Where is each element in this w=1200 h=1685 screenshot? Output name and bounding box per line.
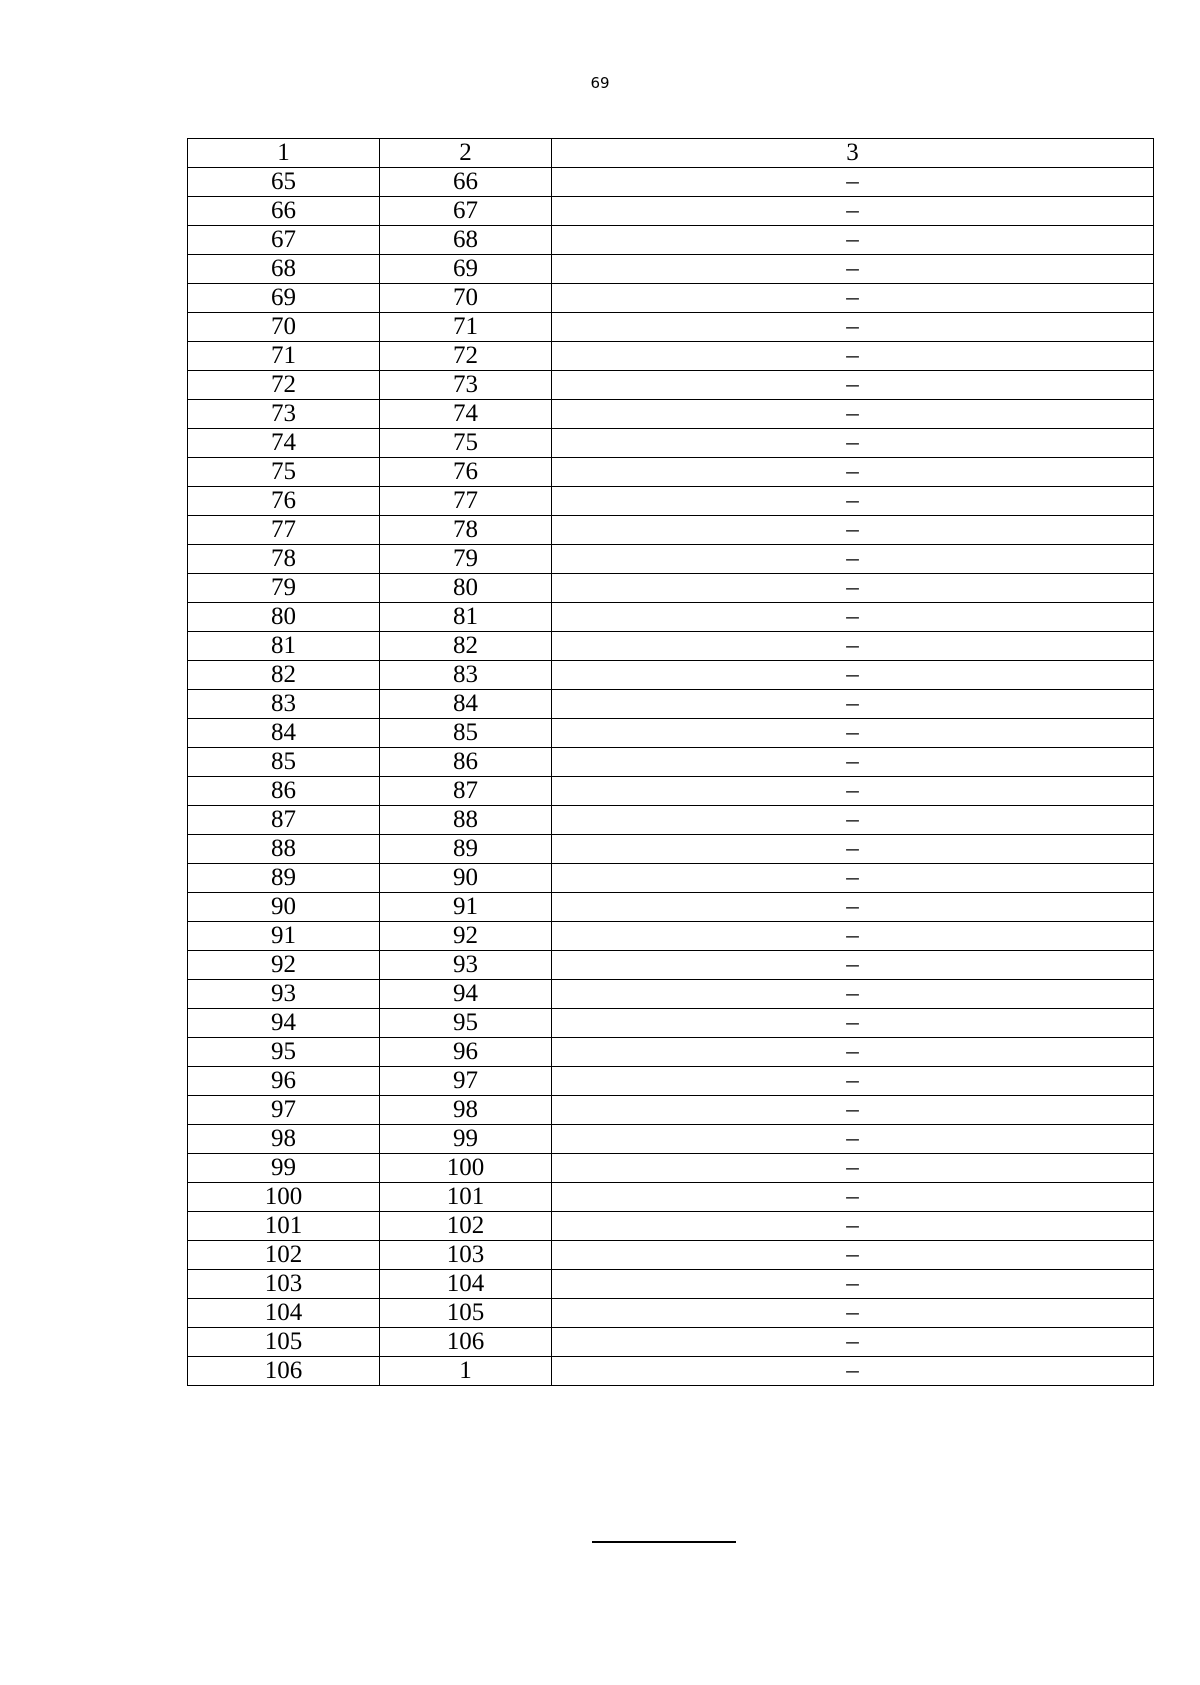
table-row bbox=[188, 168, 1154, 197]
table-cell-col-3: – bbox=[552, 1357, 1154, 1386]
table-cell-col-1: 67 bbox=[188, 226, 380, 255]
table-row bbox=[188, 661, 1154, 690]
table-cell-col-3: – bbox=[552, 1125, 1154, 1154]
table-cell-col-3: – bbox=[552, 864, 1154, 893]
table-cell-col-2: 74 bbox=[380, 400, 552, 429]
table-cell-col-3: – bbox=[552, 951, 1154, 980]
table-cell-col-2: 95 bbox=[380, 1009, 552, 1038]
table-row bbox=[188, 603, 1154, 632]
table-cell-col-3: – bbox=[552, 545, 1154, 574]
table-cell-col-3: – bbox=[552, 893, 1154, 922]
table-cell-col-3: – bbox=[552, 168, 1154, 197]
table-cell-col-1: 75 bbox=[188, 458, 380, 487]
table-row bbox=[188, 1009, 1154, 1038]
table-cell-col-2: 88 bbox=[380, 806, 552, 835]
table-cell-col-1: 87 bbox=[188, 806, 380, 835]
table-cell-col-3: – bbox=[552, 1183, 1154, 1212]
table-cell-col-2: 1 bbox=[380, 1357, 552, 1386]
table-row bbox=[188, 1212, 1154, 1241]
table-cell-col-2: 70 bbox=[380, 284, 552, 313]
table-cell-col-1: 80 bbox=[188, 603, 380, 632]
table-row bbox=[188, 1125, 1154, 1154]
table-cell-col-2: 82 bbox=[380, 632, 552, 661]
table-row bbox=[188, 1270, 1154, 1299]
table-cell-col-2: 78 bbox=[380, 516, 552, 545]
table-cell-col-2: 80 bbox=[380, 574, 552, 603]
table-cell-col-3: – bbox=[552, 1328, 1154, 1357]
table-cell-col-3: – bbox=[552, 574, 1154, 603]
table-cell-col-3: – bbox=[552, 1270, 1154, 1299]
table-cell-col-1: 89 bbox=[188, 864, 380, 893]
table-cell-col-1: 85 bbox=[188, 748, 380, 777]
table-row bbox=[188, 806, 1154, 835]
column-header-2: 2 bbox=[380, 139, 552, 168]
table-cell-col-3: – bbox=[552, 458, 1154, 487]
table-row bbox=[188, 516, 1154, 545]
table-cell-col-1: 98 bbox=[188, 1125, 380, 1154]
column-header-3: 3 bbox=[552, 139, 1154, 168]
table-cell-col-3: – bbox=[552, 429, 1154, 458]
table-cell-col-2: 77 bbox=[380, 487, 552, 516]
table-row bbox=[188, 777, 1154, 806]
table-cell-col-2: 76 bbox=[380, 458, 552, 487]
table-cell-col-2: 106 bbox=[380, 1328, 552, 1357]
table-cell-col-1: 81 bbox=[188, 632, 380, 661]
table-cell-col-1: 105 bbox=[188, 1328, 380, 1357]
table-cell-col-2: 92 bbox=[380, 922, 552, 951]
table-cell-col-1: 65 bbox=[188, 168, 380, 197]
table-cell-col-1: 92 bbox=[188, 951, 380, 980]
table-cell-col-2: 68 bbox=[380, 226, 552, 255]
table-cell-col-1: 88 bbox=[188, 835, 380, 864]
table-cell-col-1: 101 bbox=[188, 1212, 380, 1241]
table-cell-col-3: – bbox=[552, 516, 1154, 545]
end-rule bbox=[592, 1541, 736, 1543]
table-cell-col-2: 81 bbox=[380, 603, 552, 632]
table-cell-col-3: – bbox=[552, 284, 1154, 313]
table-cell-col-1: 99 bbox=[188, 1154, 380, 1183]
table-cell-col-3: – bbox=[552, 255, 1154, 284]
table-cell-col-1: 94 bbox=[188, 1009, 380, 1038]
table-cell-col-1: 71 bbox=[188, 342, 380, 371]
table-cell-col-3: – bbox=[552, 603, 1154, 632]
table-row bbox=[188, 893, 1154, 922]
table-cell-col-1: 79 bbox=[188, 574, 380, 603]
table-cell-col-2: 71 bbox=[380, 313, 552, 342]
table-cell-col-1: 100 bbox=[188, 1183, 380, 1212]
table-row bbox=[188, 255, 1154, 284]
table-cell-col-3: – bbox=[552, 487, 1154, 516]
table-row bbox=[188, 197, 1154, 226]
table-cell-col-3: – bbox=[552, 748, 1154, 777]
table-cell-col-1: 74 bbox=[188, 429, 380, 458]
table-cell-col-3: – bbox=[552, 1299, 1154, 1328]
table-cell-col-3: – bbox=[552, 313, 1154, 342]
table-cell-col-3: – bbox=[552, 400, 1154, 429]
table-body bbox=[188, 168, 1154, 1386]
table-cell-col-3: – bbox=[552, 1096, 1154, 1125]
header-row bbox=[188, 139, 1154, 168]
table-row bbox=[188, 864, 1154, 893]
table-cell-col-2: 105 bbox=[380, 1299, 552, 1328]
table-row bbox=[188, 1067, 1154, 1096]
table-row bbox=[188, 1154, 1154, 1183]
table-cell-col-2: 97 bbox=[380, 1067, 552, 1096]
table-cell-col-2: 69 bbox=[380, 255, 552, 284]
table-cell-col-1: 84 bbox=[188, 719, 380, 748]
table-row bbox=[188, 980, 1154, 1009]
table-cell-col-3: – bbox=[552, 371, 1154, 400]
table-cell-col-2: 79 bbox=[380, 545, 552, 574]
table-row bbox=[188, 1096, 1154, 1125]
table-row bbox=[188, 342, 1154, 371]
table-row bbox=[188, 1183, 1154, 1212]
table-cell-col-3: – bbox=[552, 922, 1154, 951]
table-row bbox=[188, 574, 1154, 603]
table-row bbox=[188, 632, 1154, 661]
table-cell-col-1: 106 bbox=[188, 1357, 380, 1386]
table-cell-col-2: 73 bbox=[380, 371, 552, 400]
table-cell-col-1: 82 bbox=[188, 661, 380, 690]
table-cell-col-3: – bbox=[552, 661, 1154, 690]
table-cell-col-3: – bbox=[552, 1241, 1154, 1270]
table-cell-col-3: – bbox=[552, 980, 1154, 1009]
table-row bbox=[188, 458, 1154, 487]
table-row bbox=[188, 313, 1154, 342]
table-cell-col-2: 102 bbox=[380, 1212, 552, 1241]
table-cell-col-1: 83 bbox=[188, 690, 380, 719]
table-row bbox=[188, 400, 1154, 429]
table-cell-col-3: – bbox=[552, 806, 1154, 835]
table-cell-col-2: 75 bbox=[380, 429, 552, 458]
table-row bbox=[188, 487, 1154, 516]
table-row bbox=[188, 1038, 1154, 1067]
table-cell-col-2: 96 bbox=[380, 1038, 552, 1067]
table-cell-col-1: 66 bbox=[188, 197, 380, 226]
table-cell-col-3: – bbox=[552, 342, 1154, 371]
table-row bbox=[188, 719, 1154, 748]
table-cell-col-2: 67 bbox=[380, 197, 552, 226]
data-table bbox=[187, 138, 1154, 1386]
table-cell-col-1: 102 bbox=[188, 1241, 380, 1270]
table-cell-col-2: 100 bbox=[380, 1154, 552, 1183]
table-cell-col-1: 70 bbox=[188, 313, 380, 342]
table-cell-col-3: – bbox=[552, 1009, 1154, 1038]
table-cell-col-3: – bbox=[552, 1067, 1154, 1096]
table-cell-col-1: 69 bbox=[188, 284, 380, 313]
table-cell-col-1: 97 bbox=[188, 1096, 380, 1125]
table-cell-col-1: 95 bbox=[188, 1038, 380, 1067]
table-cell-col-1: 78 bbox=[188, 545, 380, 574]
table-cell-col-2: 99 bbox=[380, 1125, 552, 1154]
table-cell-col-2: 94 bbox=[380, 980, 552, 1009]
table-cell-col-3: – bbox=[552, 719, 1154, 748]
table-header bbox=[188, 139, 1154, 168]
table-cell-col-2: 98 bbox=[380, 1096, 552, 1125]
table-cell-col-3: – bbox=[552, 690, 1154, 719]
table-cell-col-2: 89 bbox=[380, 835, 552, 864]
table-cell-col-1: 73 bbox=[188, 400, 380, 429]
table-row bbox=[188, 922, 1154, 951]
table-cell-col-2: 104 bbox=[380, 1270, 552, 1299]
table-cell-col-2: 84 bbox=[380, 690, 552, 719]
table-cell-col-3: – bbox=[552, 197, 1154, 226]
table-cell-col-1: 96 bbox=[188, 1067, 380, 1096]
table-cell-col-3: – bbox=[552, 1212, 1154, 1241]
table-cell-col-1: 86 bbox=[188, 777, 380, 806]
table-cell-col-1: 76 bbox=[188, 487, 380, 516]
table-row bbox=[188, 1328, 1154, 1357]
table-row bbox=[188, 951, 1154, 980]
table-cell-col-1: 77 bbox=[188, 516, 380, 545]
table-cell-col-3: – bbox=[552, 226, 1154, 255]
table-cell-col-1: 103 bbox=[188, 1270, 380, 1299]
table-row bbox=[188, 748, 1154, 777]
table-cell-col-3: – bbox=[552, 1154, 1154, 1183]
table-row bbox=[188, 1299, 1154, 1328]
table-cell-col-3: – bbox=[552, 835, 1154, 864]
table-cell-col-1: 93 bbox=[188, 980, 380, 1009]
table-cell-col-2: 101 bbox=[380, 1183, 552, 1212]
table-cell-col-1: 104 bbox=[188, 1299, 380, 1328]
table-cell-col-1: 72 bbox=[188, 371, 380, 400]
table-row bbox=[188, 429, 1154, 458]
table-cell-col-2: 91 bbox=[380, 893, 552, 922]
table-cell-col-3: – bbox=[552, 1038, 1154, 1067]
table-cell-col-2: 103 bbox=[380, 1241, 552, 1270]
page-number: 69 bbox=[590, 74, 610, 92]
table-row bbox=[188, 1241, 1154, 1270]
table-cell-col-2: 87 bbox=[380, 777, 552, 806]
table-cell-col-2: 93 bbox=[380, 951, 552, 980]
table-cell-col-2: 66 bbox=[380, 168, 552, 197]
table-cell-col-1: 91 bbox=[188, 922, 380, 951]
table-row bbox=[188, 835, 1154, 864]
table-cell-col-1: 90 bbox=[188, 893, 380, 922]
table-cell-col-2: 85 bbox=[380, 719, 552, 748]
table-cell-col-2: 83 bbox=[380, 661, 552, 690]
table-row bbox=[188, 545, 1154, 574]
table-row bbox=[188, 690, 1154, 719]
table-cell-col-2: 86 bbox=[380, 748, 552, 777]
table-row bbox=[188, 284, 1154, 313]
table-cell-col-3: – bbox=[552, 777, 1154, 806]
column-header-1: 1 bbox=[188, 139, 380, 168]
table-cell-col-3: – bbox=[552, 632, 1154, 661]
table-row bbox=[188, 371, 1154, 400]
table-row bbox=[188, 1357, 1154, 1386]
table-row bbox=[188, 226, 1154, 255]
table-cell-col-2: 72 bbox=[380, 342, 552, 371]
table-cell-col-1: 68 bbox=[188, 255, 380, 284]
table-cell-col-2: 90 bbox=[380, 864, 552, 893]
